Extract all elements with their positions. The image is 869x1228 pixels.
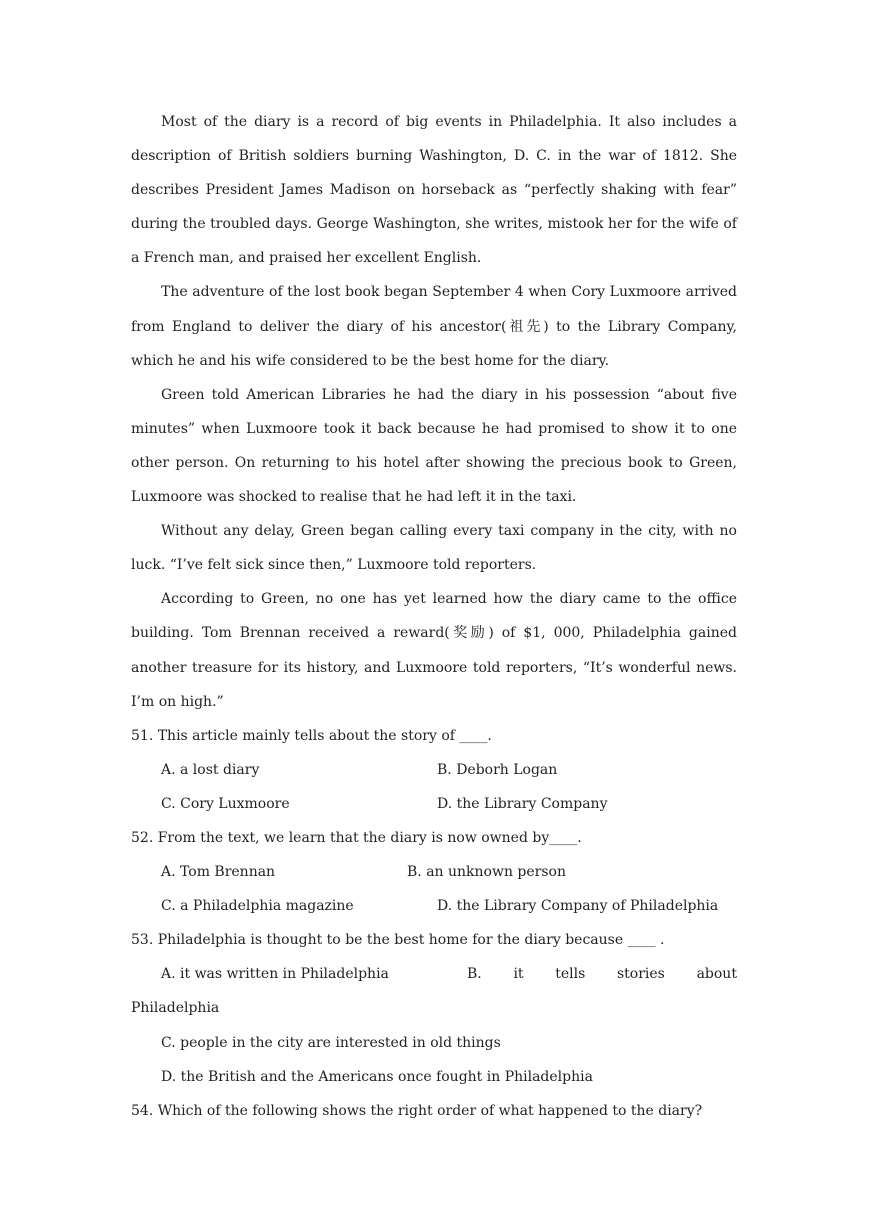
question-53-option-a[interactable]: A. it was written in Philadelphia <box>161 966 389 983</box>
question-53-option-b-label: B. <box>467 966 482 983</box>
question-51-option-b[interactable]: B. Deborh Logan <box>437 761 558 778</box>
question-53-option-b-continuation: Philadelphia <box>131 1000 220 1017</box>
passage-paragraph: According to Green, no one has yet learned how the diary came to the office building. Tom Brennan received a reward(奖励) of $1, 000, Philadelphia gained another treasure for its history, and Luxmoore told reporters, “It’s wonderful news. I’m on high.” <box>131 591 737 710</box>
question-52-option-d[interactable]: D. the Library Company of Philadelphia <box>437 898 719 915</box>
question-51-options-row-1 <box>131 753 737 787</box>
question-54-stem: 54. Which of the following shows the right order of what happened to the diary? <box>131 1102 703 1119</box>
question-52-option-c[interactable]: C. a Philadelphia magazine <box>161 898 354 915</box>
question-52-options-row-1 <box>131 855 737 889</box>
question-53-option-c[interactable]: C. people in the city are interested in old things <box>161 1034 501 1051</box>
document-page <box>131 105 737 1128</box>
question-51-options-row-2 <box>131 787 737 821</box>
question-51-option-a[interactable]: A. a lost diary <box>161 761 260 778</box>
question-53-option-d[interactable]: D. the British and the Americans once fought in Philadelphia <box>161 1068 593 1085</box>
question-51-option-c[interactable]: C. Cory Luxmoore <box>161 795 290 812</box>
question-51-option-d[interactable]: D. the Library Company <box>437 795 608 812</box>
question-53-option-b-word: stories <box>616 966 665 983</box>
question-53-option-b[interactable] <box>467 957 737 991</box>
question-51-stem: 51. This article mainly tells about the story of ____. <box>131 727 492 744</box>
passage-paragraph: Without any delay, Green began calling every taxi company in the city, with no luck. “I’ve felt sick since then,” Luxmoore told reporters. <box>131 523 737 574</box>
passage-paragraph: Most of the diary is a record of big events in Philadelphia. It also includes a description of British soldiers burning Washington, D. C. in the war of 1812. She describes President James Madison on horseback as “perfectly shaking with fear” during the troubled days. George Washington, she writes, mistook her for the wife of a French man, and praised her excellent English. <box>131 114 737 267</box>
question-53-option-b-word: it <box>513 966 524 983</box>
question-52-options-row-2 <box>131 889 737 923</box>
passage-paragraph: The adventure of the lost book began September 4 when Cory Luxmoore arrived from England to deliver the diary of his ancestor(祖先) to the Library Company, which he and his wife considered to be the best home for the diary. <box>131 284 737 369</box>
question-53-options-row-1 <box>131 957 737 991</box>
question-53-stem: 53. Philadelphia is thought to be the best home for the diary because ____ . <box>131 932 665 949</box>
question-52-stem: 52. From the text, we learn that the diary is now owned by____. <box>131 829 582 846</box>
question-53-option-b-word: about <box>696 966 737 983</box>
question-52-option-b[interactable]: B. an unknown person <box>407 864 566 881</box>
passage-paragraph: Green told American Libraries he had the diary in his possession “about five minutes” when Luxmoore took it back because he had promised to show it to one other person. On returning to his hotel after showing the precious book to Green, Luxmoore was shocked to realise that he had left it in the taxi. <box>131 386 737 506</box>
question-53-option-b-word: tells <box>555 966 586 983</box>
question-52-option-a[interactable]: A. Tom Brennan <box>161 864 276 881</box>
